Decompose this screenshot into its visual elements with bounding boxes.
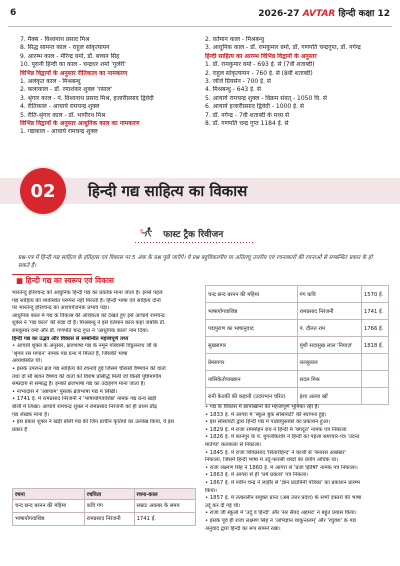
- list-item: 3. जॉर्ज ग्रियर्सन - 700 ई. से: [205, 78, 271, 86]
- table-cell: [361, 371, 388, 388]
- chapter-number-badge: 02: [20, 168, 66, 214]
- page-number: 6: [10, 8, 17, 18]
- table-cell: रामप्रसाद निरंजनी: [84, 513, 134, 526]
- table-cell: चन्द्र छन्द बरनन की महिमा: [206, 286, 298, 303]
- page-header: [0, 0, 400, 34]
- paragraph-line: • राजा जी स्कूलों में 'उर्दू व हिन्दी' और 'सर सैयद अहमद' ने बहुत प्रयास किया।: [205, 510, 357, 517]
- works-table-right: [205, 285, 389, 405]
- list-item: 10. पूरानी हिन्दी का काल - चन्द्रधर शर्मा 'गुलेरी': [20, 61, 126, 69]
- table-cell: चन्द छन्द बरनन की महिमा: [13, 500, 85, 513]
- table-row: [206, 388, 389, 405]
- table-cell: 1818 ई.: [361, 337, 388, 354]
- table-cell: 1741 ई.: [361, 303, 388, 320]
- table-cell: नासिकेतोपाख्यान: [206, 371, 298, 388]
- section-heading-label: हिन्दी गद्य का स्वरूप एवं विकास: [25, 276, 114, 285]
- paragraph-line: भारतेन्दु हरिश्चन्द्र को आधुनिक हिन्दी गद्य का प्रवर्तक माना जाता है। इनसे पहले: [12, 290, 163, 296]
- paragraph-line: बोली में लिखा। आचार्य रामचन्द्र शुक्ल ने रामप्रसाद निरंजनी को ही प्रथम प्रौढ़: [12, 403, 157, 410]
- table-cell: मुंशी सदासुख लाल 'नियाज़': [297, 337, 361, 354]
- list-item: 5. रीति-श्रृंगार काल - डॉ. भागीरथ मिश्र: [20, 111, 106, 119]
- paragraph-line: गद्य लेखक माना है।: [12, 411, 50, 418]
- paragraph-line: • 1863 ई. में आगरा से ही 'धर्म प्रकाश' पत्र निकला।: [205, 472, 309, 479]
- paragraph-line: रामकुमार वर्मा और डॉ. गणपति चन्द्र गुप्त ने 'आधुनिक काल' नाम दिया।: [12, 327, 149, 334]
- header-subject: हिन्दी: [338, 9, 356, 19]
- table-cell: सदल मिश्र: [297, 371, 361, 388]
- subheading-aarambh: हिन्दी साहित्य का आरम्भ विभिन्न विद्वानों के अनुसार: [205, 52, 317, 60]
- paragraph-line: निकाला, जिसमें हिन्दी भाषा में उर्दू-फारसी शब्दों का प्रयोग अधिक था।: [205, 457, 339, 464]
- paragraph-line: • नाभादास ने 'अष्टयाम' पुस्तक ब्रजभाषा गद्य में लिखी।: [12, 388, 118, 395]
- paragraph-line: अनुवाद द्वारा हिन्दी का रूप सामने रखा।: [205, 525, 281, 532]
- paragraph-line: तथा दो सौ बावन वैष्णव की वार्ता को विशेष प्रसिद्धि मिली जो किसी पुष्टिमार्गीय: [12, 373, 162, 380]
- paragraph-line: • 1867 ई. में नवीन चन्द्र ने लाहौर से 'ज्ञान प्रदायिनी पत्रिका' का प्रकाशन प्रारम्भ: [205, 479, 361, 486]
- paragraph-line: • इस प्रकार शुक्ल ने खड़ी बोली गद्य की जिन प्राचीन कृतियों का उल्लेख किया, वे इस: [12, 419, 175, 426]
- table-cell: प्रेमसागर: [206, 354, 298, 371]
- list-item: 8. डॉ. गणपति चन्द्र गुप्त 1184 ई. से: [205, 120, 289, 128]
- table-cell: भाषायोगवाशिष्ठ: [206, 303, 298, 320]
- table-cell: सम्राट अकबर के समय: [134, 500, 195, 513]
- header-right: [258, 6, 390, 19]
- table-row: [206, 320, 389, 337]
- paragraph-line: आधुनिक काल में गद्य के विकास की अधिकता को देखते हुए इसे आचार्य रामचन्द्र: [12, 312, 165, 319]
- paragraph-line: • आचार्य शुक्ल के अनुसार, ब्रजभाषा गद्य के नमूने गोस्वामी विट्ठलनाथ जी के: [12, 343, 158, 350]
- table-cell: 1741 ई.: [134, 513, 195, 526]
- table-header: रचयिता: [84, 489, 134, 500]
- paragraph-line: प्रकार हैं: [12, 426, 28, 433]
- paragraph-line: • इसके पूर्व ही राजा लक्ष्मण सिंह ने 'अभिज्ञान शाकुन्तलम्' और 'रघुवंश' के गद्य: [205, 517, 356, 524]
- paragraph-line: अव्यवस्थित थी।: [12, 358, 43, 365]
- revision-title: फास्ट ट्रैक रिवीजन: [163, 230, 224, 240]
- paragraph-line: • 1826 ई. में कानपुर के पं. युगलकिशोर ने हिन्दी का पहला समाचार-पत्र 'उदन्त: [205, 434, 360, 441]
- list-item: 9. आरम्भ काल - मीरेन्द्र वर्मा, डॉ. बच्चन सिंह: [20, 52, 120, 60]
- square-bullet-icon: ■: [16, 276, 24, 285]
- section-heading-rule: [12, 274, 92, 275]
- table-row: [206, 371, 389, 388]
- list-item: 1. अलंकृत काल - मिश्रबन्धु: [20, 78, 81, 86]
- header-class: कक्षा 12: [358, 9, 390, 19]
- table-cell: [361, 354, 388, 371]
- right-body: [205, 404, 393, 533]
- table-cell: इंशा अल्ला खाँ: [297, 388, 361, 405]
- facts-heading: हिन्दी गद्य का उद्भव और विकास से सम्बन्धित महत्त्वपूर्ण तथ्य: [12, 335, 129, 342]
- section-heading-text: [16, 276, 114, 286]
- paragraph-line: मार्तण्ड' कलकत्ता से निकाला।: [205, 441, 262, 448]
- table-cell: गंग कवि: [297, 286, 361, 303]
- list-item: 2. कलाकाल - डॉ. रमाशंकर शुक्ल 'रसाल': [20, 86, 113, 94]
- top-right-column: [205, 36, 393, 128]
- top-left-column: [20, 36, 205, 137]
- list-item: 3. आधुनिक काल - डॉ. रामकुमार वर्मा, डॉ. गणपति चन्द्रगुप्त, डॉ. नगेन्द्र: [205, 44, 361, 52]
- subheading-ritikal: विभिन्न विद्वानों के अनुसार रीतिकाल का नामकरण: [20, 69, 128, 77]
- list-item: 2. वर्तमान काल - मिश्रबन्धु: [205, 36, 265, 43]
- chapter-title: हिन्दी गद्य साहित्य का विकास: [88, 182, 248, 200]
- table-cell: रानी केतकी की कहानी (उदयभान चरित): [206, 388, 298, 405]
- list-item: 5. आचार्य रामचन्द्र शुक्ल - विक्रम संवत् - 1050 वि. से: [205, 94, 327, 102]
- works-table-left: [12, 488, 196, 526]
- intro-text: प्रश्न-पत्र में हिन्दी गद्य साहित्य के इतिहास एवं विकास पर 5 अंक के प्रश्न पूछे जाएँगे। ये प्रश्न बहुविकल्पीय या अतिलघु उत्तरीय एवं रचनाकारों की रचनाओं से सम्बन्धित प्रकार के हो सकते हैं।: [18, 255, 373, 269]
- list-item: 1. डॉ. रामकुमार वर्मा - 693 ई. से (7वीं शताब्दी): [205, 61, 315, 69]
- table-cell: भाषायोगवाशिष्ठ: [13, 513, 85, 526]
- paragraph-line: • गद्य के विकास में छापाखानों की महत्त्वपूर्ण भूमिका रही है।: [205, 404, 320, 410]
- paragraph-line: शुक्ल ने 'गद्य काल' की संज्ञा दी है। मिश्रबन्धु ने इसे वर्तमान काल कहा जबकि डॉ.: [12, 320, 166, 327]
- paragraph-line: • राजा लक्ष्मण सिंह ने 1860 ई. में आगरा से 'प्रजा हितैषी' नामक पत्र निकाला।: [205, 464, 358, 471]
- left-body: [12, 290, 198, 434]
- table-cell: रामप्रसाद निरंजनी: [297, 303, 361, 320]
- list-item: 2. राहुल सांकृत्यायन - 760 ई. से (8वीं शताब्दी): [205, 69, 313, 77]
- list-item: 1. गद्यकाल - आचार्य रामचन्द्र शुक्ल: [20, 128, 98, 136]
- table-cell: लल्लूलाल: [297, 354, 361, 371]
- paragraph-line: • 1741 ई. में रामप्रसाद निरंजनी ने 'भाषायोगवाशिष्ठ' नामक गद्य ग्रन्थ खड़ी: [12, 396, 157, 403]
- table-cell: [361, 388, 388, 405]
- header-rule: [8, 26, 392, 27]
- paragraph-line: पर भारतेन्दु हरिश्चन्द्र का आश्चर्यजनक प्रभाव पड़ा।: [12, 305, 110, 312]
- paragraph-line: • इसके उपरान्त ब्रज गद्य साहित्य की रचनाएँ हुई जिसमें चौरासी वैष्णवन की वार्ता: [12, 365, 166, 372]
- table-header-row: [13, 489, 196, 500]
- brand-logo: AVTAR: [302, 9, 336, 19]
- table-row: [206, 354, 389, 371]
- table-cell: कवि गंग: [84, 500, 134, 513]
- revision-heading: [140, 227, 223, 240]
- table-header: रचना: [13, 489, 85, 500]
- paragraph-line: 'श्रृंगार रस मण्डन' नामक गद्य ग्रन्थ में मिलते हैं, जिसकी भाषा: [12, 350, 128, 357]
- table-cell: सुखसागर: [206, 337, 298, 354]
- paragraph-line: गद्य साहित्य की व्यवस्थित परम्परा नहीं मिलती है। हिन्दी भाषा एवं साहित्य दोनों: [12, 297, 161, 304]
- paragraph-line: • 1829 ई. में राजा राममोहन राय ने हिन्दी में 'बंगदूत' नामक पत्र निकाला: [205, 426, 347, 433]
- table-row: [206, 286, 389, 303]
- table-row: [206, 303, 389, 320]
- list-item: 4. मिश्रबन्धु - 643 ई. से: [205, 86, 261, 94]
- header-year: 2026-27: [258, 9, 300, 19]
- table-cell: पं. दौलत राम: [297, 320, 361, 337]
- dotted-divider: [135, 240, 255, 245]
- list-item: 4. रीतिकाल - आचार्य रामचन्द्र शुक्ल: [20, 103, 100, 111]
- list-item: 8. सिद्ध सामन्त काल - राहुल सांकृत्यायन: [20, 44, 110, 52]
- list-item: 3. श्रृंगार काल - पं. विश्वनाथ प्रसाद मिश्र, हजारीप्रसाद द्विवेदी: [20, 94, 154, 102]
- list-item: 7. डॉ. नगेन्द्र - 7वीं शताब्दी के मध्य से: [205, 111, 290, 119]
- list-item: 7. मैक्स - विश्वनाथ प्रसाद मिश्र: [20, 36, 90, 43]
- table-header: रचना-काल: [134, 489, 195, 500]
- paragraph-line: • 1857 ई. में तत्कालीन संयुक्त प्रान्त (अब उत्तर प्रदेश) के सभी दफ्तरों की भाषा: [205, 495, 362, 502]
- table-row: [13, 513, 196, 526]
- subheading-adhunik: विभिन्न विद्वानों के अनुसार आधुनिक काल का नामकरण: [20, 120, 140, 128]
- paragraph-line: • 1833 ई. में आगरा में 'स्कूल बुक सोसायटी' की स्थापना हुई।: [205, 411, 327, 418]
- paragraph-line: किया।: [205, 487, 217, 494]
- table-cell: 1570 ई.: [361, 286, 388, 303]
- table-cell: 1766 ई.: [361, 320, 388, 337]
- paragraph-line: उर्दू कर दी गई थी।: [205, 502, 241, 509]
- section-heading: [12, 274, 192, 286]
- table-row: [206, 337, 389, 354]
- table-cell: पद्मपुराण का भाषानुवाद: [206, 320, 298, 337]
- paragraph-line: • इस सोसायटी द्वारा हिन्दी गद्य में पाठ्यपुस्तकों का प्रकाशन हुआ।: [205, 419, 331, 426]
- table-row: [13, 500, 196, 513]
- paragraph-line: सम्प्रदाय से सम्बद्ध है। इनको ब्रजभाषा गद्य का उदाहरण माना जाता है।: [12, 381, 146, 388]
- paragraph-line: • 1845 ई. में राजा शिवप्रसाद 'सितारेहिन्द' ने काशी से 'बनारस अखबार': [205, 449, 347, 456]
- chapter-band: [0, 168, 400, 214]
- list-item: 6. आचार्य हजारीप्रसाद द्विवेदी - 1000 ई. से: [205, 103, 304, 111]
- running-person-icon: [140, 227, 154, 240]
